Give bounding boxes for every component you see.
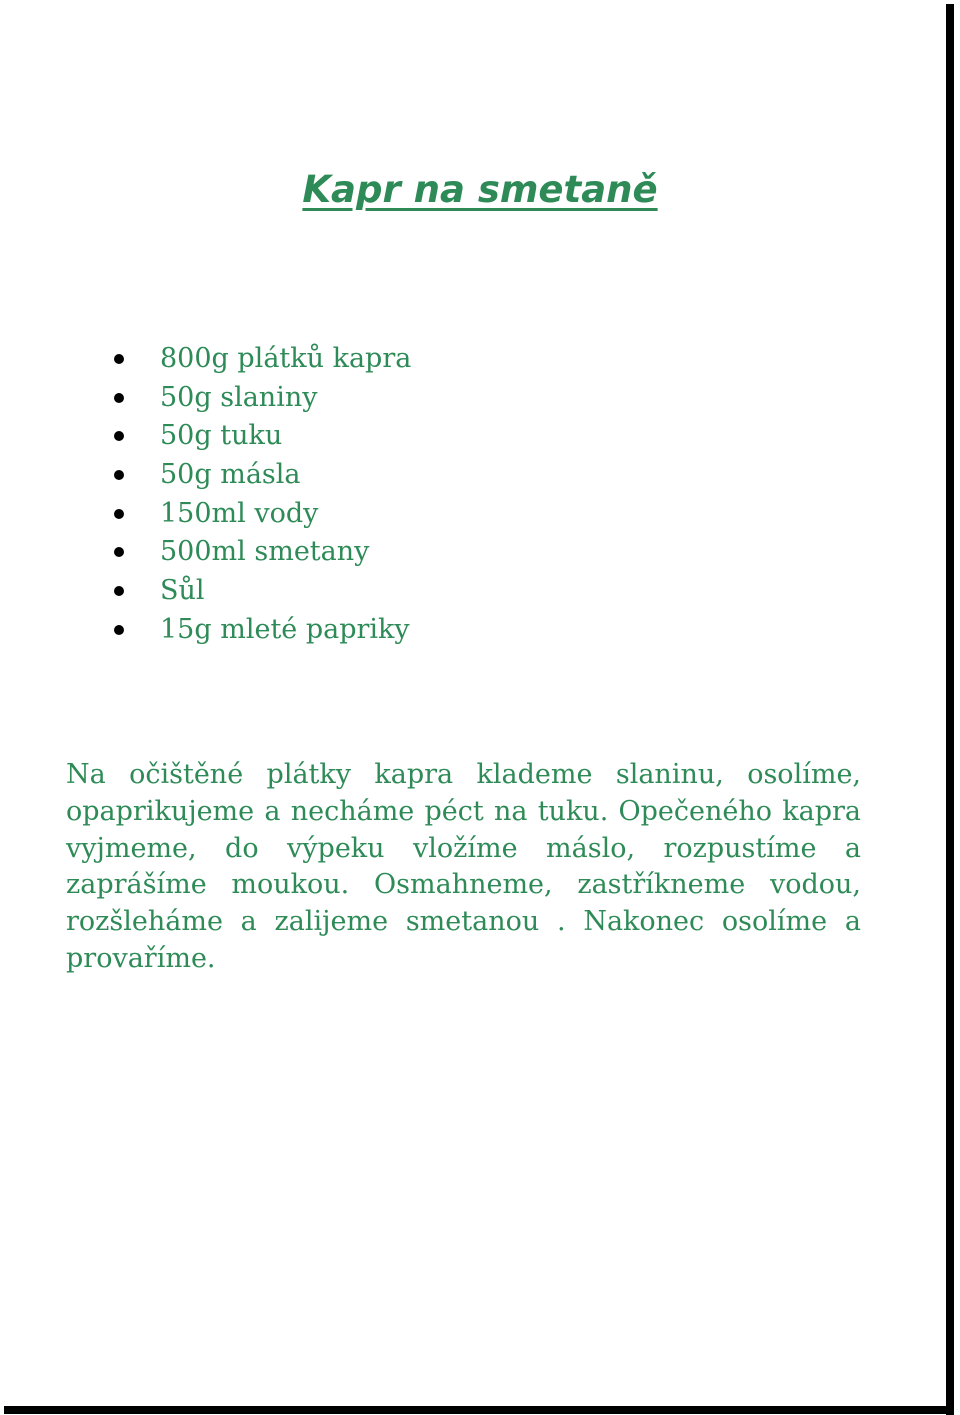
bullet-icon [114, 431, 124, 441]
ingredient-item [110, 379, 411, 418]
bullet-icon [114, 354, 124, 364]
ingredient-item [110, 417, 411, 456]
bullet-icon [114, 470, 124, 480]
ingredient-text: 150ml vody [160, 497, 319, 529]
bullet-icon [114, 547, 124, 557]
bullet-icon [114, 625, 124, 635]
page-shadow-bottom [4, 1406, 954, 1414]
bullet-icon [114, 509, 124, 519]
ingredient-text: 50g másla [160, 459, 301, 491]
bullet-icon [114, 586, 124, 596]
ingredient-text: 50g slaniny [160, 381, 318, 413]
ingredient-text: 15g mleté papriky [160, 613, 410, 645]
ingredient-item [110, 456, 411, 495]
ingredient-item [110, 340, 411, 379]
page-shadow-right [946, 4, 954, 1415]
ingredient-text: Sůl [160, 575, 205, 607]
ingredient-item [110, 572, 411, 611]
ingredient-text: 50g tuku [160, 420, 283, 452]
recipe-instructions: Na očištěné plátky kapra klademe slaninu, osolíme, opaprikujeme a necháme péct na tuku. Opečeného kapra vyjmeme, do výpeku vložíme máslo, rozpustíme a zaprášíme moukou. Osmahneme, zastříkneme vodou, rozšleháme a zalijeme smetanou . Nakonec osolíme a provaříme. [66, 759, 861, 974]
ingredient-list [110, 340, 411, 650]
bullet-icon [114, 393, 124, 403]
ingredient-item [110, 533, 411, 572]
ingredient-text: 800g plátků kapra [160, 343, 412, 374]
recipe-title: Kapr na smetaně [302, 168, 658, 211]
ingredient-item [110, 495, 411, 534]
ingredient-text: 500ml smetany [160, 536, 370, 568]
ingredient-item [110, 611, 411, 650]
